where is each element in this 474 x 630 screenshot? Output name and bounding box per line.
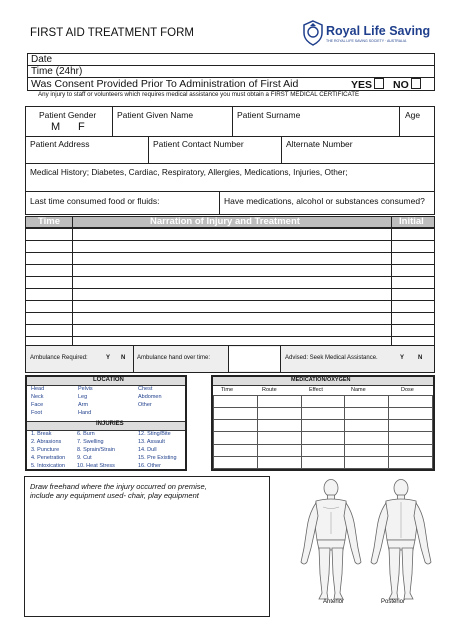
consent-no[interactable] (393, 78, 421, 91)
medication-col-route: Route (262, 387, 277, 393)
table-row (214, 396, 433, 408)
injury-item[interactable]: 9. Cut (77, 455, 92, 461)
age-field[interactable]: Age (405, 110, 421, 120)
ambulance-n[interactable]: N (121, 355, 126, 361)
advised-n[interactable]: N (418, 355, 423, 361)
no-label: NO (393, 79, 409, 91)
injury-item[interactable]: 1. Break (31, 431, 52, 437)
advised-seek-label: Advised: Seek Medical Assistance. (285, 355, 378, 361)
narration-col-narration: Narration of Injury and Treatment (150, 216, 300, 227)
ambulance-required-label: Ambulance Required: (30, 355, 88, 361)
logo-tagline: THE ROYAL LIFE SAVING SOCIETY · AUSTRALIA (326, 39, 407, 43)
medication-col-name: Name (351, 387, 366, 393)
medication-table[interactable] (213, 395, 433, 469)
ambulance-y[interactable]: Y (106, 355, 111, 361)
location-item[interactable]: Pelvis (78, 386, 93, 392)
injury-item[interactable]: 6. Burn (77, 431, 95, 437)
injury-item[interactable]: 12. Sting/Bite (138, 431, 171, 437)
injury-item[interactable]: 5. Intoxication (31, 463, 65, 469)
injury-item[interactable]: 14. Dull (138, 447, 157, 453)
injuries-col1 (31, 430, 65, 470)
gender-f[interactable]: F (78, 121, 85, 133)
crest-icon (302, 20, 324, 46)
injury-item[interactable]: 7. Swelling (77, 439, 104, 445)
logo-text: Royal Life Saving (326, 24, 431, 38)
location-item[interactable]: Other (138, 402, 152, 408)
injury-item[interactable]: 3. Puncture (31, 447, 60, 453)
posterior-label: Posterior (381, 599, 406, 605)
medical-history-field[interactable]: Medical History; Diabetes, Cardiac, Respiratory, Allergies, Medications, Injuries, Other; (30, 167, 348, 177)
yes-label: YES (351, 79, 373, 91)
narration-col-time: Time (38, 216, 61, 227)
consent-yes[interactable] (351, 78, 384, 91)
injury-item[interactable]: 10. Heat Stress (77, 463, 115, 469)
injuries-title: INJURIES (96, 421, 124, 427)
alternate-number-field[interactable]: Alternate Number (286, 139, 353, 149)
table-row (214, 456, 433, 468)
patient-gender-label: Patient Gender (39, 110, 97, 120)
anterior-figure[interactable] (301, 480, 361, 600)
posterior-figure[interactable] (371, 480, 431, 600)
location-item[interactable]: Hand (78, 410, 92, 416)
ambulance-handover-label: Ambulance hand over time: (137, 355, 211, 361)
anterior-label: Anterior (323, 599, 345, 605)
time-field[interactable]: Time (24hr) (31, 66, 83, 77)
medication-col-dose: Dose (401, 387, 414, 393)
location-item[interactable]: Neck (31, 394, 44, 400)
logo (302, 20, 436, 48)
location-item[interactable]: Leg (78, 394, 88, 400)
injury-item[interactable]: 15. Pre Existing (138, 455, 177, 461)
body-diagram[interactable] (296, 474, 446, 602)
gender-m[interactable]: M (51, 121, 61, 133)
narration-col-initial: Initial (399, 216, 424, 227)
location-item[interactable]: Head (31, 386, 45, 392)
drawing-instructions-line2: include any equipment used- chair, play equipment (30, 491, 199, 500)
medication-title: MEDICATION/OXYGEN (291, 377, 351, 383)
drawing-instructions-line1: Draw freehand where the injury occurred on premise, (30, 482, 207, 491)
table-row (214, 432, 433, 444)
location-item[interactable]: Chest (138, 386, 153, 392)
patient-address-field[interactable]: Patient Address (30, 139, 90, 149)
consent-question: Was Consent Provided Prior To Administration of First Aid (31, 78, 299, 90)
medical-certificate-notice: Any injury to staff or volunteers which requires medical assistance you must obtain a FIRST MEDICAL CERTIFICATE (38, 91, 360, 98)
injury-item[interactable]: 13. Assault (138, 439, 165, 445)
location-item[interactable]: Foot (31, 410, 43, 416)
substances-field[interactable]: Have medications, alcohol or substances consumed? (224, 196, 425, 206)
location-item[interactable]: Face (31, 402, 44, 408)
patient-contact-number-field[interactable]: Patient Contact Number (153, 139, 244, 149)
table-row (214, 444, 433, 456)
no-checkbox[interactable] (411, 78, 421, 89)
injuries-col3 (138, 430, 177, 470)
form-title: FIRST AID TREATMENT FORM (30, 27, 194, 39)
date-field[interactable]: Date (31, 54, 53, 65)
patient-given-name-field[interactable]: Patient Given Name (117, 110, 194, 120)
last-food-field[interactable]: Last time consumed food or fluids: (30, 196, 160, 206)
table-row (214, 420, 433, 432)
injuries-col2 (77, 430, 115, 470)
location-col1 (31, 385, 44, 417)
injury-item[interactable]: 8. Sprain/Strain (77, 447, 115, 453)
table-row (214, 408, 433, 420)
injury-item[interactable]: 4. Penetration (31, 455, 66, 461)
advised-y[interactable]: Y (400, 355, 405, 361)
injury-item[interactable]: 16. Other (138, 463, 161, 469)
ambulance-handover-field[interactable] (229, 347, 280, 371)
location-title: LOCATION (93, 377, 124, 383)
medication-col-time: Time (221, 387, 234, 393)
injury-item[interactable]: 2. Abrasions (31, 439, 62, 445)
location-item[interactable]: Arm (78, 402, 89, 408)
yes-checkbox[interactable] (374, 78, 384, 89)
location-col2 (78, 385, 93, 417)
location-col3 (138, 385, 162, 409)
medication-col-effect: Effect (309, 387, 323, 393)
patient-surname-field[interactable]: Patient Surname (237, 110, 301, 120)
location-item[interactable]: Abdomen (138, 394, 162, 400)
